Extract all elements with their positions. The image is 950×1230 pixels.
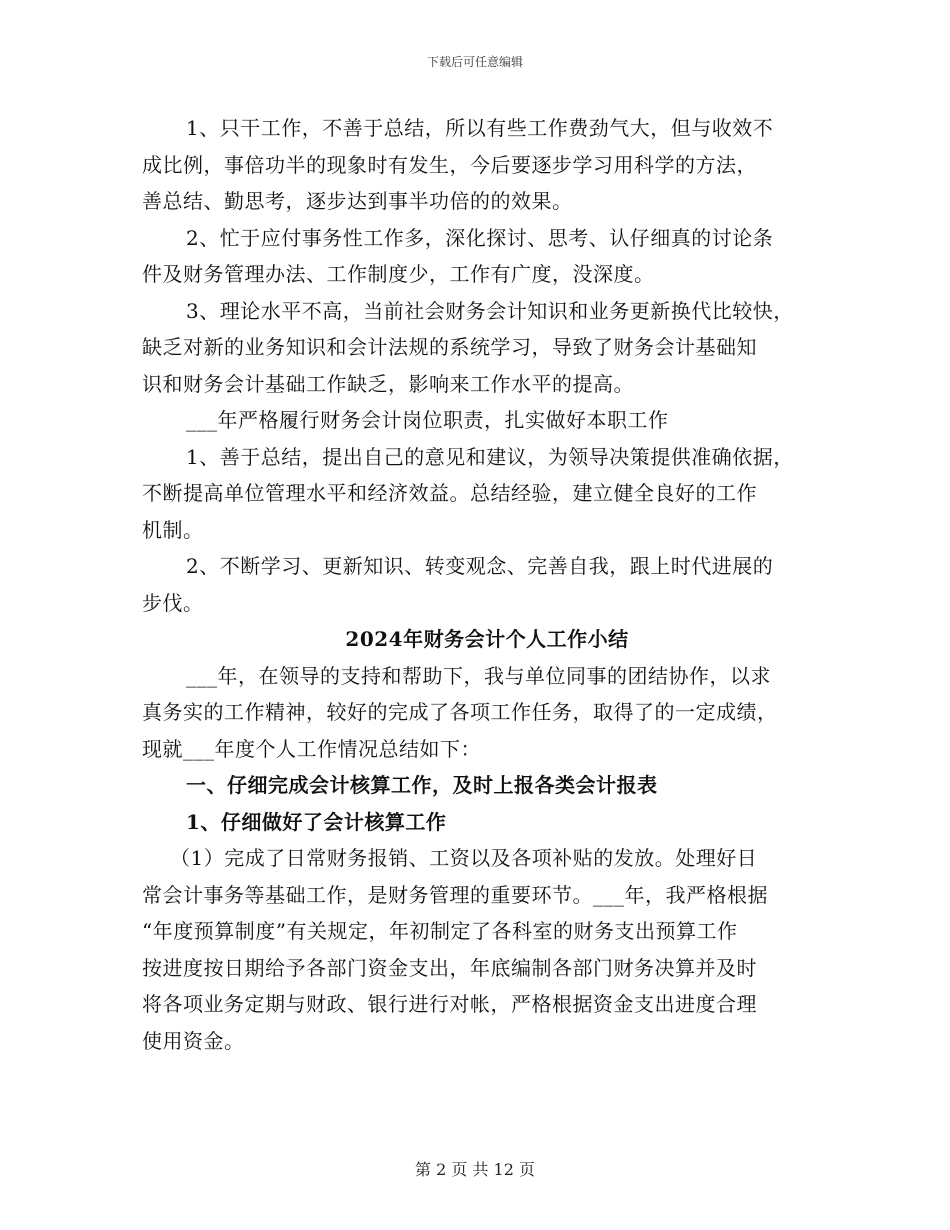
paragraph-line: 真务实的工作精神，较好的完成了各项工作任务，取得了的一定成绩， [142,700,778,724]
paragraph-line: 成比例，事倍功半的现象时有发生，今后要逐步学习用科学的方法， [142,152,757,177]
subsection-heading: 1、仔细做好了会计核算工作 [186,809,447,834]
paragraph-line: 3、理论水平不高，当前社会财务会计知识和业务更新换代比较快， [186,298,794,323]
paragraph-line: 缺乏对新的业务知识和会计法规的系统学习，导致了财务会计基础知 [142,335,757,359]
paragraph-line: 不断提高单位管理水平和经济效益。总结经验，建立健全良好的工作 [142,481,757,505]
page-footer: 第 2 页 共 12 页 [415,1160,535,1179]
paragraph-line: ___年，在领导的支持和帮助下，我与单位同事的团结协作，以求 [186,663,771,688]
paragraph-line: 1、善于总结，提出自己的意见和建议，为领导决策提供准确依据， [186,444,794,469]
document-body [142,110,832,1059]
paragraph-line: 1、只干工作，不善于总结，所以有些工作费劲气大，但与收效不 [186,116,774,140]
document-title: 2024年财务会计个人工作小结 [345,627,629,651]
paragraph-line: 识和财务会计基础工作缺乏，影响来工作水平的提高。 [142,371,634,396]
paragraph-line: 使用资金。 [142,1028,245,1053]
paragraph-line: 按进度按日期给予各部门资金支出，年底编制各部门财务决算并及时 [142,955,757,980]
paragraph-line: 常会计事务等基础工作，是财务管理的重要环节。___年，我严格根据 [142,882,768,907]
paragraph-line: 步伐。 [142,590,204,615]
paragraph-line: 善总结、勤思考，逐步达到事半功倍的的效果。 [142,189,573,213]
page-header: 下载后可任意编辑 [426,55,523,69]
section-heading: 一、仔细完成会计核算工作，及时上报各类会计报表 [186,773,658,797]
paragraph-line: 将各项业务定期与财政、银行进行对帐，严格根据资金支出进度合理 [142,992,757,1016]
paragraph-line: 2、不断学习、更新知识、转变观念、完善自我，跟上时代进展的 [186,554,774,578]
paragraph-line: 现就___年度个人工作情况总结如下： [142,736,481,761]
paragraph-line: 机制。 [142,517,204,542]
paragraph-line: （1）完成了日常财务报销、工资以及各项补贴的发放。处理好日 [170,846,758,870]
paragraph-line: “年度预算制度”有关规定，年初制定了各科室的财务支出预算工作 [142,919,738,943]
section-subheading: ___年严格履行财务会计岗位职责，扎实做好本职工作 [186,408,669,432]
paragraph-line: 2、忙于应付事务性工作多，深化探讨、思考、认仔细真的讨论条 [186,225,774,250]
paragraph-line: 件及财务管理办法、工作制度少，工作有广度，没深度。 [142,262,655,286]
